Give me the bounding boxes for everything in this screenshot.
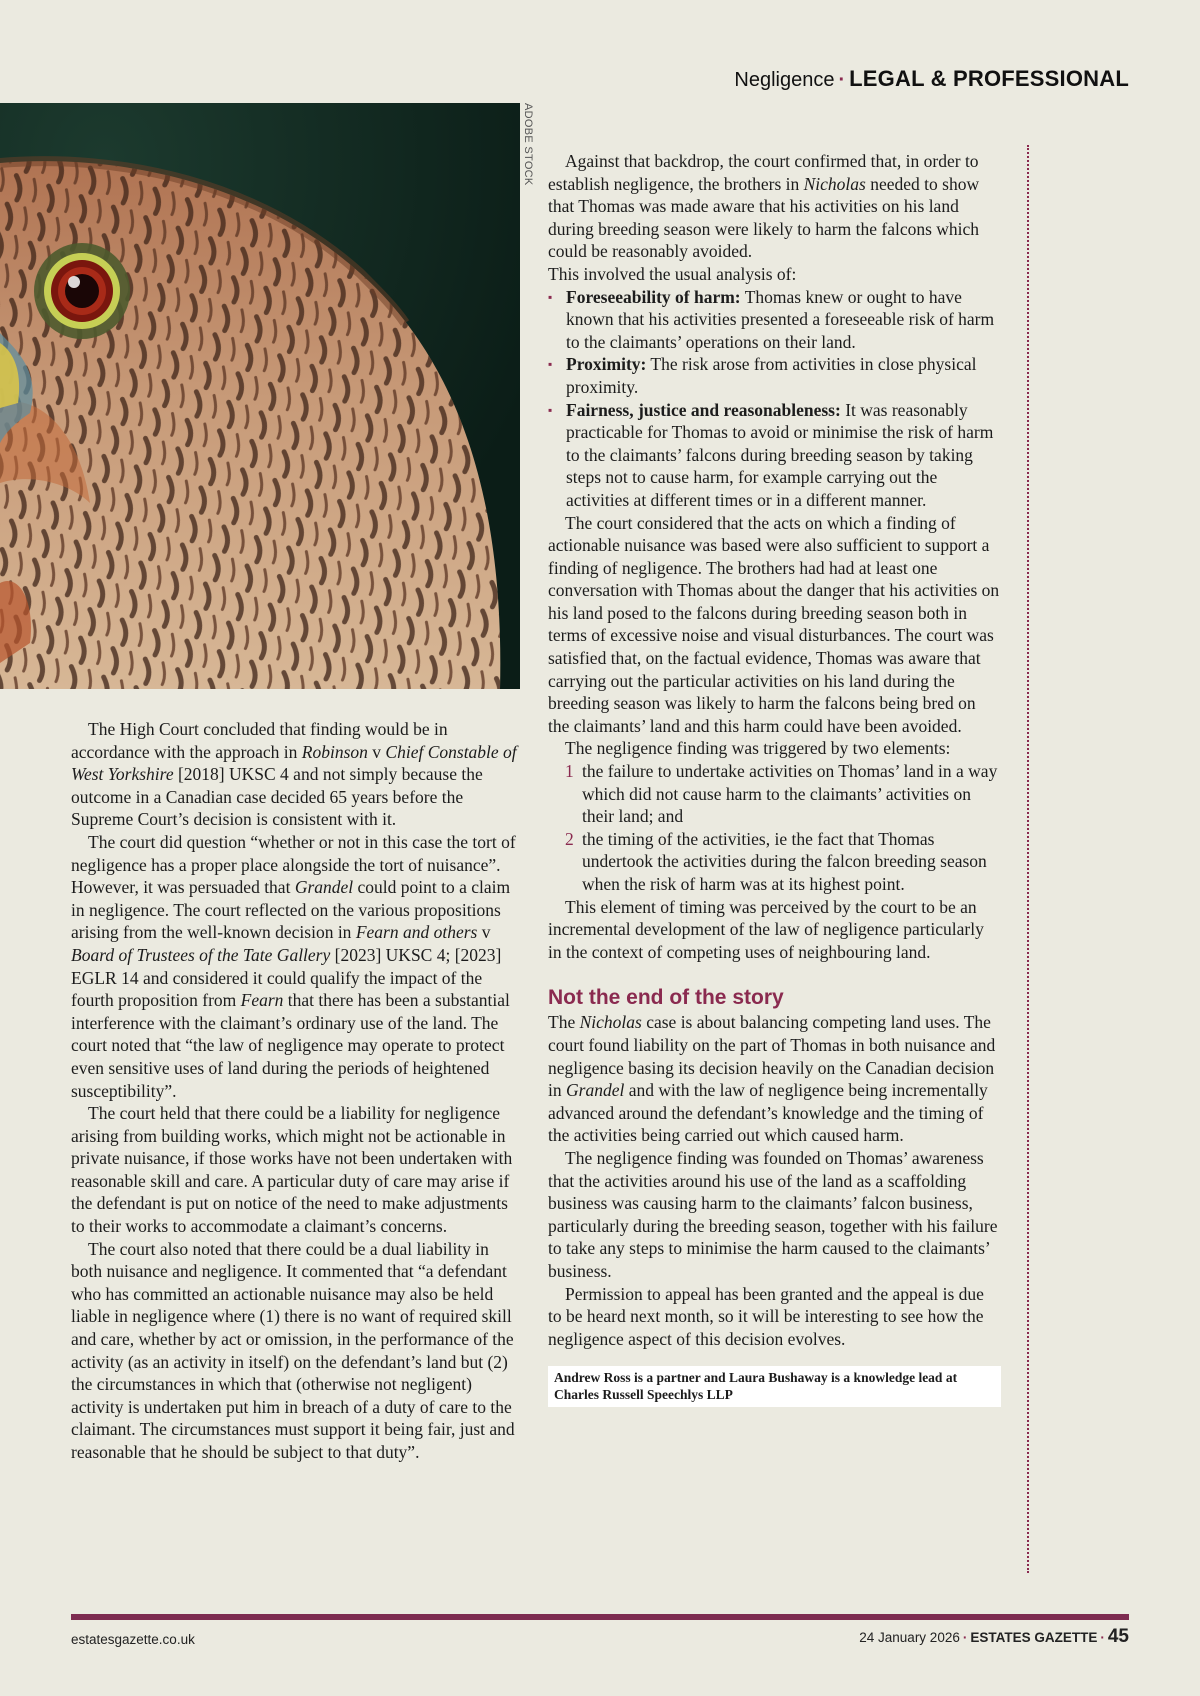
text-run: v xyxy=(367,741,386,762)
list-item xyxy=(548,286,1001,354)
case-name: Fearn xyxy=(240,990,284,1011)
case-name: Grandel xyxy=(294,877,354,898)
text-run: needed to show that Thomas was made aware that his activities on his land during breeding season were likely to harm the falcons which could be reasonably avoided. xyxy=(548,173,980,262)
right-paragraph-7: Permission to appeal has been granted and the appeal is due to be heard next month, so it will be interesting to see how the negligence aspect of this decision evolves. xyxy=(548,1283,984,1349)
case-name: Grandel xyxy=(566,1080,625,1101)
list-item xyxy=(548,760,1001,828)
list-number: 1 xyxy=(565,761,574,782)
magazine-name: ESTATES GAZETTE xyxy=(970,1630,1098,1645)
list-text: the timing of the activities, ie the fact that Thomas undertook the activities during the falcon breeding season when the risk of harm was at its highest point. xyxy=(582,828,987,894)
case-name: Robinson xyxy=(301,741,368,762)
right-paragraph-4: This element of timing was perceived by the court to be an incremental development of the law of negligence particularly in the context of competing uses of neighbouring land. xyxy=(548,896,984,962)
list-item xyxy=(548,828,1001,896)
case-name: Board of Trustees of the Tate Gallery xyxy=(71,944,331,965)
left-paragraph-2 xyxy=(71,831,518,1102)
case-name: Chief Constable of West Yorkshire xyxy=(71,741,517,785)
text-run: The High Court concluded that finding would be in accordance with the approach in xyxy=(71,719,448,762)
criteria-list xyxy=(548,286,1001,512)
header-separator: · xyxy=(838,69,846,91)
bullet-label: Foreseeability of harm: xyxy=(566,286,741,307)
bullet-text: It was reasonably practicable for Thomas to avoid or minimise the risk of harm to the claimants’ falcons during breeding season by taking steps not to cause harm, for example carrying out the activities at different times or in a different manner. xyxy=(566,399,994,510)
text-run: The court did question “whether or not in this case the tort of negligence has a proper place alongside the tort of nuisance”. However, it was persuaded that xyxy=(71,831,516,898)
footer-separator: · xyxy=(1100,1630,1105,1645)
footer-separator: · xyxy=(962,1630,968,1645)
right-paragraph-5 xyxy=(548,1011,1001,1147)
falcon-photo xyxy=(0,103,520,689)
case-name: Fearn and others xyxy=(355,922,478,943)
text-run: [2023] UKSC 4; [2023] EGLR 14 and considered it could qualify the impact of the fourth proposition from xyxy=(71,944,502,1011)
running-header xyxy=(734,66,1129,92)
right-paragraph-6: The negligence finding was founded on Thomas’ awareness that the activities around his use of the land as a scaffolding business was causing harm to the claimants’ falcon business, particularly during the breeding season, together with his failure to take any steps to minimise the harm caused to the claimants’ business. xyxy=(548,1147,998,1281)
bullet-label: Proximity: xyxy=(566,354,647,375)
case-name: Nicholas xyxy=(579,1012,642,1033)
text-run: that there has been a substantial interference with the claimant’s ordinary use of the land. The court noted that “the law of negligence may operate to protect even sensitive uses of land during the periods of heightened susceptibility”. xyxy=(71,990,510,1101)
left-paragraph-3: The court held that there could be a liability for negligence arising from building works, which might not be actionable in private nuisance, if those works have not been undertaken with reasonable skill and care. A particular duty of care may arise if the defendant is put on notice of the need to make adjustments to their works to accommodate a claimant’s concerns. xyxy=(71,1103,513,1237)
list-item xyxy=(548,399,1001,512)
text-run: Against that backdrop, the court confirmed that, in order to establish negligence, the brothers in xyxy=(548,151,979,194)
right-paragraph-2: The court considered that the acts on which a finding of actionable nuisance was based were also sufficient to support a finding of negligence. The brothers had had at least one conversation with Thomas about the danger that his activities on his land posed to the falcons during breeding season both in terms of excessive noise and visual disturbances. The court was satisfied that, on the factual evidence, Thomas was aware that carrying out the particular activities on his land during the breeding season was likely to harm the falcons being bred on the claimants’ land and this harm could have been avoided. xyxy=(548,512,1000,736)
column-dotted-rule xyxy=(1027,145,1029,1573)
right-paragraph-3: The negligence finding was triggered by two elements: xyxy=(565,738,951,759)
right-paragraph-analysis-intro: This involved the usual analysis of: xyxy=(548,263,797,284)
list-item xyxy=(548,353,1001,398)
list-number: 2 xyxy=(565,828,574,849)
issue-date: 24 January 2026 xyxy=(859,1630,960,1645)
page-number: 45 xyxy=(1107,1626,1129,1647)
right-paragraph-1 xyxy=(548,150,1001,263)
category-label: LEGAL & PROFESSIONAL xyxy=(849,66,1129,91)
elements-list xyxy=(548,760,1001,896)
photo-credit: ADOBE STOCK xyxy=(522,103,534,186)
text-run: case is about balancing competing land uses. The court found liability on the part of Thomas in both nuisance and negligence basing its decision heavily on the Canadian decision in xyxy=(548,1012,996,1101)
bullet-text: Thomas knew or ought to have known that his activities presented a foreseeable risk of harm to the claimants’ operations on their land. xyxy=(566,286,995,352)
left-paragraph-1 xyxy=(71,718,518,831)
right-column xyxy=(548,150,1001,1407)
section-label: Negligence xyxy=(734,69,835,91)
text-run: could point to a claim in negligence. The court reflected on the various propositions arising from the well-known decision in xyxy=(71,877,511,943)
bullet-label: Fairness, justice and reasonableness: xyxy=(566,399,841,420)
text-run: v xyxy=(477,922,491,943)
footer-rule xyxy=(71,1614,1129,1620)
footer-folio xyxy=(859,1626,1129,1648)
left-paragraph-4: The court also noted that there could be a dual liability in both nuisance and negligence. It commented that “a defendant who has committed an actionable nuisance may also be held liable in negligence where (1) there is no want of required skill and care, whether by act or omission, in the performance of the activity (as an activity in itself) on the defendant’s land but (2) the circumstances in which that (otherwise not negligent) activity is undertaken put him in breach of a duty of care to the claimant. The circumstances must support it being fair, just and reasonable that he should be subject to that duty”. xyxy=(71,1238,515,1462)
subheading: Not the end of the story xyxy=(548,986,784,1010)
text-run: [2018] UKSC 4 and not simply because the outcome in a Canadian case decided 65 years before the Supreme Court’s decision is consistent with it. xyxy=(71,764,483,830)
bullet-text: The risk arose from activities in close physical proximity. xyxy=(566,354,977,397)
list-text: the failure to undertake activities on Thomas’ land in a way which did not cause harm to the claimants’ activities on their land; and xyxy=(582,761,998,827)
text-run: The xyxy=(548,1012,580,1033)
footer-website[interactable]: estatesgazette.co.uk xyxy=(71,1632,195,1647)
text-run: and with the law of negligence being incrementally advanced around the defendant’s knowledge and the timing of the activities being carried out which caused harm. xyxy=(548,1080,988,1146)
author-bio: Andrew Ross is a partner and Laura Bushaway is a knowledge lead at Charles Russell Speechlys LLP xyxy=(548,1366,1001,1407)
case-name: Nicholas xyxy=(803,173,866,194)
left-column xyxy=(71,718,518,1464)
falcon-illustration xyxy=(0,103,520,689)
